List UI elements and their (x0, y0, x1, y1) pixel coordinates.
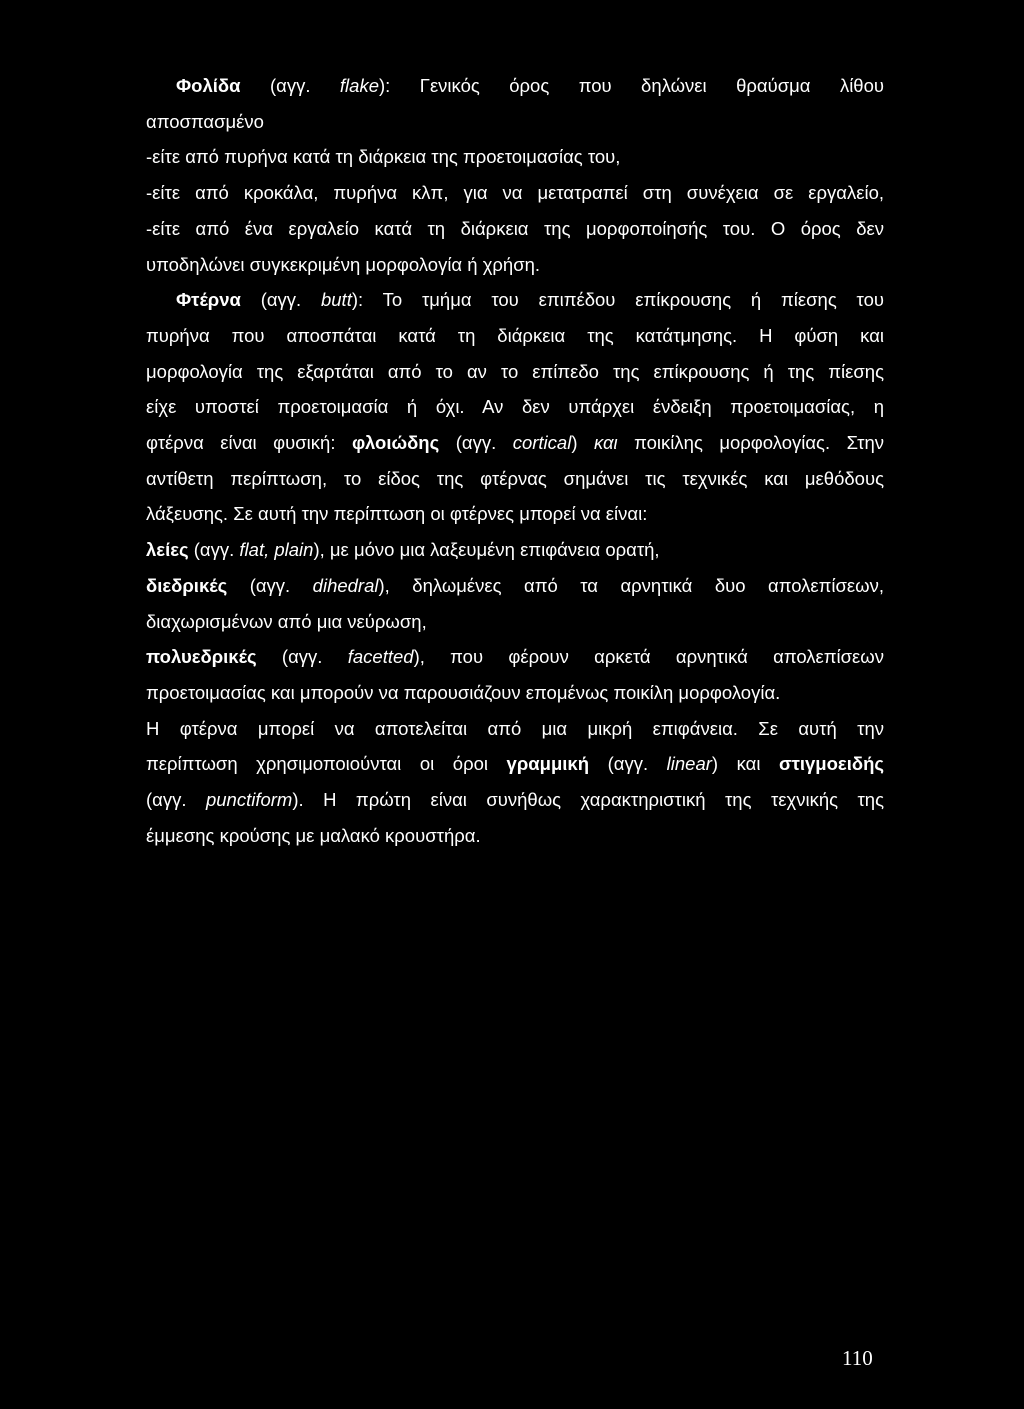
flake-definition-line-5: -είτε από ένα εργαλείο κατά τη διάρκεια της μορφοποίησής του. Ο όρος δεν (146, 217, 884, 239)
butt-definition-line-6: αντίθετη περίπτωση, το είδος της φτέρνας σημάνει τις τεχνικές και μεθόδους (146, 467, 884, 489)
dihedral-butt-line-2: διαχωρισμένων από μια νεύρωση, (146, 610, 427, 632)
flake-term: Φολίδα (176, 75, 241, 96)
page-number: 110 (842, 1346, 873, 1370)
flat-butt-line: λείες (αγγ. flat, plain), με μόνο μια λαξευμένη επιφάνεια ορατή, (146, 539, 660, 561)
closing-line-3: (αγγ. punctiform). Η πρώτη είναι συνήθως χαρακτηριστική της τεχνικής της (146, 789, 884, 811)
facetted-term: πολυεδρικές (146, 646, 257, 668)
flake-definition-line-3: -είτε από πυρήνα κατά τη διάρκεια της προετοιμασίας του, (146, 146, 621, 168)
butt-definition-line-3: μορφολογία της εξαρτάται από το αν το επίπεδο της επίκρουσης ή της πίεσης (146, 360, 884, 382)
cortical-english-term: cortical (512, 432, 572, 454)
flake-definition-line-1: Φολίδα (αγγ. flake): Γενικός όρος που δηλώνει θραύσμα λίθου (176, 75, 885, 96)
dihedral-english-term: dihedral (312, 574, 379, 596)
butt-term: Φτέρνα (176, 289, 241, 311)
butt-definition-line-1: Φτέρνα (αγγ. butt): Το τμήμα του επιπέδου επίκρουσης ή πίεσης του (176, 289, 884, 311)
document-body (146, 68, 884, 853)
facetted-butt-line-1: πολυεδρικές (αγγ. facetted), που φέρουν αρκετά αρνητικά απολεπίσεων (146, 646, 884, 668)
flake-english-term: flake (339, 75, 379, 96)
dihedral-term: διεδρικές (146, 574, 228, 596)
cortical-term: φλοιώδης (351, 432, 440, 454)
linear-term: γραμμική (506, 753, 590, 775)
closing-line-1: Η φτέρνα μπορεί να αποτελείται από μια μικρή επιφάνεια. Σε αυτή την (146, 717, 884, 739)
butt-definition-line-7: λάξευσης. Σε αυτή την περίπτωση οι φτέρνες μπορεί να είναι: (146, 503, 648, 525)
linear-english-term: linear (666, 753, 712, 775)
punctiform-english-term: punctiform (205, 789, 293, 811)
butt-definition-line-4: είχε υποστεί προετοιμασία ή όχι. Αν δεν υπάρχει ένδειξη προετοιμασίας, η (146, 396, 884, 418)
punctiform-term: στιγμοειδής (778, 753, 884, 775)
flat-term: λείες (146, 539, 189, 561)
butt-english-term: butt (320, 289, 352, 311)
dihedral-butt-line-1: διεδρικές (αγγ. dihedral), δηλωμένες από τα αρνητικά δυο απολεπίσεων, (146, 574, 884, 596)
closing-line-4: έμμεσης κρούσης με μαλακό κρουστήρα. (146, 824, 481, 846)
closing-line-2: περίπτωση χρησιμοποιούνται οι όροι γραμμική (αγγ. linear) και στιγμοειδής (146, 753, 884, 775)
facetted-english-term: facetted (347, 646, 414, 668)
butt-definition-line-2: πυρήνα που αποσπάται κατά τη διάρκεια της κατάτμησης. Η φύση και (146, 324, 884, 346)
butt-definition-line-5: φτέρνα είναι φυσική: φλοιώδης (αγγ. cortical) και ποικίλης μορφολογίας. Στην (146, 432, 884, 454)
flake-definition-line-4: -είτε από κροκάλα, πυρήνα κλπ, για να μετατραπεί στη συνέχεια σε εργαλείο, (146, 182, 884, 204)
flat-english-term: flat, plain (239, 539, 314, 561)
flake-definition-line-2: αποσπασμένο (146, 110, 264, 132)
facetted-butt-line-2: προετοιμασίας και μπορούν να παρουσιάζουν επομένως ποικίλη μορφολογία. (146, 681, 781, 703)
flake-definition-line-6: υποδηλώνει συγκεκριμένη μορφολογία ή χρήση. (146, 253, 541, 275)
